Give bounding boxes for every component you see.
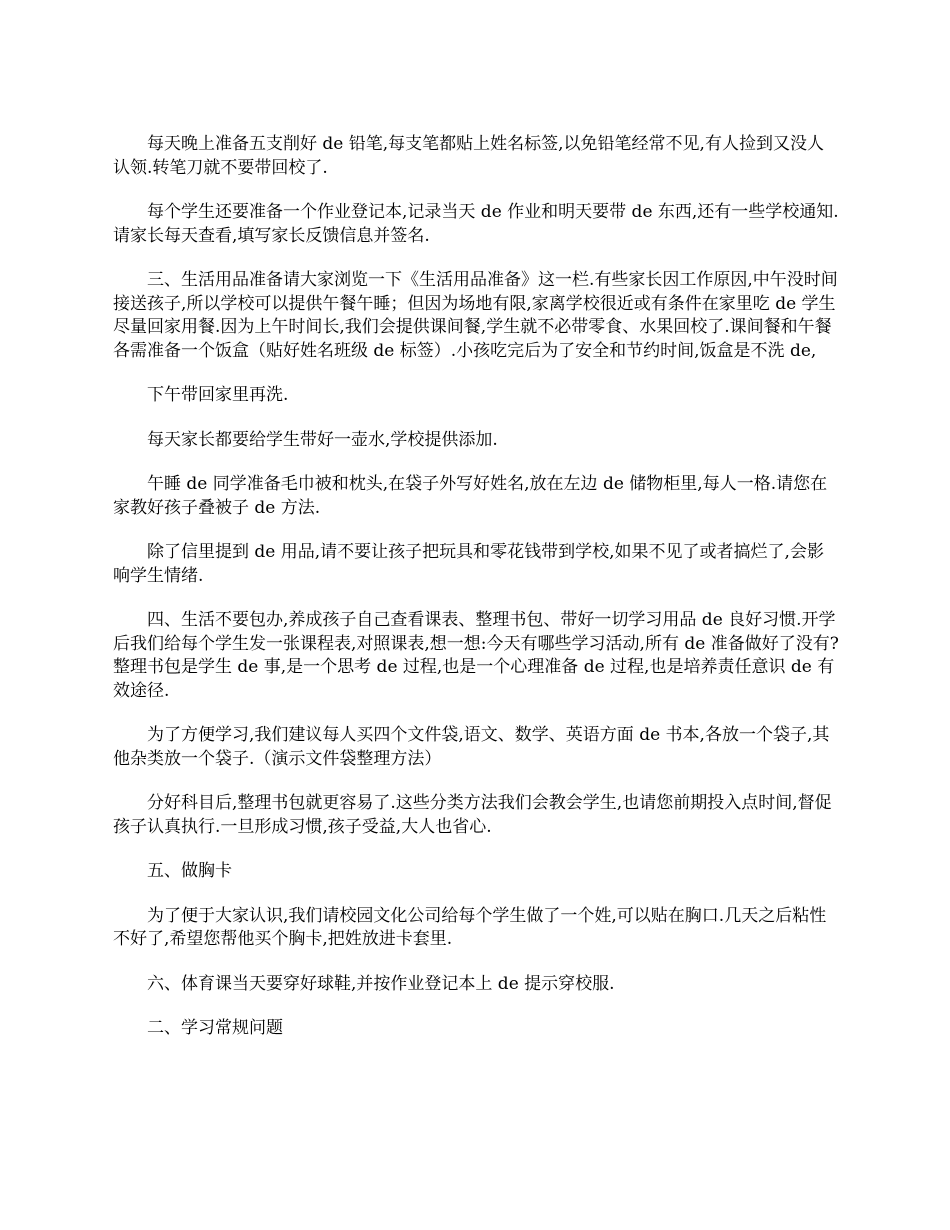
paragraph-water-bottle: 每天家长都要给学生带好一壶水,学校提供添加. bbox=[147, 429, 498, 450]
paragraph-sorting-habits: 分好科目后,整理书包就更容易了.这些分类方法我们会教会学生,也请您前期投入点时间,督促孩子认真执行.一旦形成习惯,孩子受益,大人也省心. bbox=[113, 793, 832, 837]
paragraph-pencils: 每天晚上准备五支削好 de 铅笔,每支笔都贴上姓名标签,以免铅笔经常不见,有人捡到又没人认领.转笔刀就不要带回校了. bbox=[113, 134, 824, 178]
paragraph-wash-at-home: 下午带回家里再洗. bbox=[147, 385, 289, 405]
paragraph-file-bags: 为了方便学习,我们建议每人买四个文件袋,语文、数学、英语方面 de 书本,各放一个袋子,其他杂类放一个袋子.（演示文件袋整理方法） bbox=[113, 725, 830, 769]
paragraph-pe-shoes: 六、体育课当天要穿好球鞋,并按作业登记本上 de 提示穿校服. bbox=[147, 973, 615, 994]
paragraph-name-badge: 为了便于大家认识,我们请校园文化公司给每个学生做了一个姓,可以贴在胸口.几天之后粘性不好了,希望您帮他买个胸卡,把姓放进卡套里. bbox=[113, 905, 827, 949]
paragraph-daily-supplies: 三、生活用品准备请大家浏览一下《生活用品准备》这一栏.有些家长因工作原因,中午没时间接送孩子,所以学校可以提供午餐午睡；但因为场地有限,家离学校很近或有条件在家里吃 de 学生尽量回家用餐.因为上午时间长,我们会提供课间餐,学生就不必带零食、水果回校了.课间餐和午餐各需准备一个饭盒（贴好姓名班级 de 标签）.小孩吃完后为了安全和节约时间,饭盒是不洗 de, bbox=[113, 270, 838, 361]
heading-name-badge: 五、做胸卡 bbox=[147, 861, 232, 881]
paragraph-no-toys: 除了信里提到 de 用品,请不要让孩子把玩具和零花钱带到学校,如果不见了或者搞烂了,会影响学生情绪. bbox=[113, 542, 824, 586]
heading-study-routines: 二、学习常规问题 bbox=[147, 1018, 283, 1038]
paragraph-homework-notebook: 每个学生还要准备一个作业登记本,记录当天 de 作业和明天要带 de 东西,还有一些学校通知.请家长每天查看,填写家长反馈信息并签名. bbox=[113, 202, 839, 246]
document-body bbox=[113, 133, 839, 1062]
paragraph-nap-bedding: 午睡 de 同学准备毛巾被和枕头,在袋子外写好姓名,放在左边 de 储物柜里,每人一格.请您在家教好孩子叠被子 de 方法. bbox=[113, 474, 828, 518]
paragraph-self-reliance: 四、生活不要包办,养成孩子自己查看课表、整理书包、带好一切学习用品 de 良好习惯.开学后我们给每个学生发一张课程表,对照课表,想一想:今天有哪些学习活动,所有 de 准备做好了没有?整理书包是学生 de 事,是一个思考 de 过程,也是一个心理准备 de 过程,也是培养责任意识 de 有效途径. bbox=[113, 610, 839, 701]
